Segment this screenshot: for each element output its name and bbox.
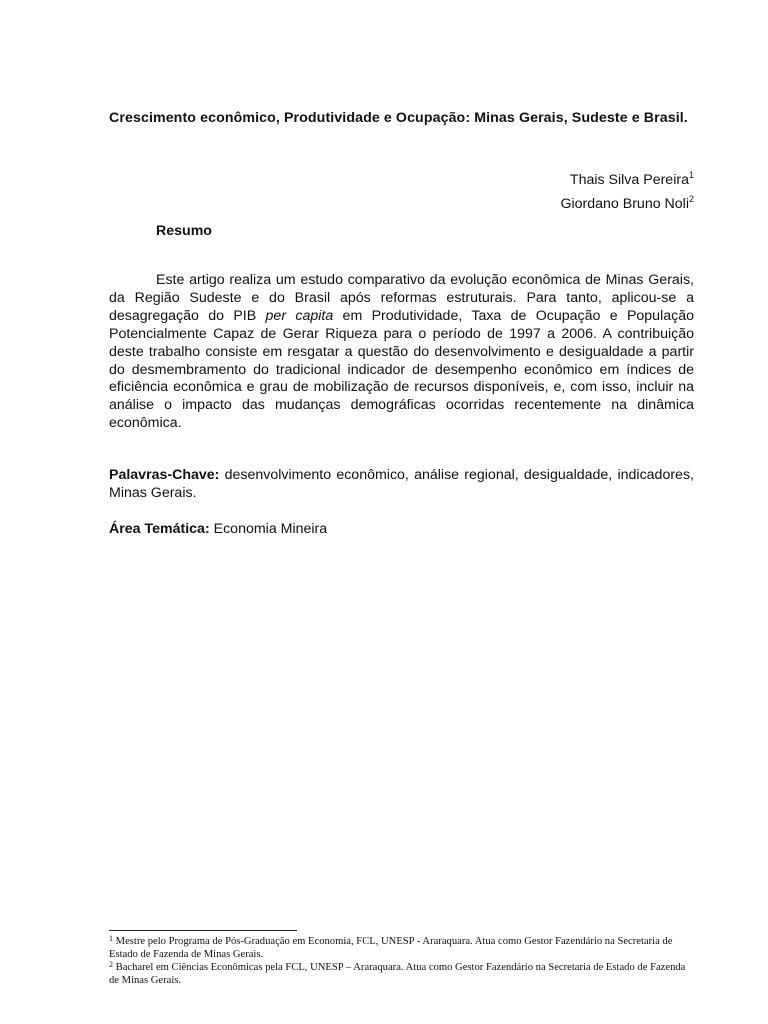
footnote-text: Bacharel em Ciências Econômicas pela FCL, UNESP – Araraquara. Atua como Gestor Fazendário na Secretaria de Estado de Fazenda de Minas Gerais.: [109, 962, 686, 986]
abstract-text-part2: em Produtividade, Taxa de Ocupação e População Potencialmente Capaz de Gerar Riqueza para o período de 1997 a 2006. A contribuição deste trabalho consiste em resgatar a questão do desenvolvimento e desigualdade a partir do desmembramento do tradicional indicador de desempenho econômico em índices de eficiência econômica e grau de mobilização de recursos disponíveis, e, com isso, incluir na análise o impacto das mudanças demográficas ocorridas recentemente na dinâmica econômica.: [109, 307, 694, 432]
keywords-label: Palavras-Chave:: [109, 467, 220, 483]
keywords-text: desenvolvimento econômico, análise regional, desigualdade, indicadores, Minas Gerais.: [109, 467, 694, 501]
abstract-text-part1: Este artigo realiza um estudo comparativo da evolução econômica de Minas Gerais, da Região Sudeste e do Brasil após reformas estruturais. Para tanto, aplicou-se a desagregação do PIB: [109, 272, 694, 324]
thematic-area-text: Economia Mineira: [213, 521, 328, 537]
footnote-text: Mestre pelo Programa de Pós-Graduação em Economia, FCL, UNESP - Araraquara. Atua como Gestor Fazendário na Secretaria de Estado de Fazenda de Minas Gerais.: [109, 936, 673, 960]
author-2: [109, 195, 694, 213]
author-1: [109, 171, 694, 189]
paper-title: Crescimento econômico, Produtividade e Ocupação: Minas Gerais, Sudeste e Brasil.: [109, 110, 688, 126]
thematic-area: [109, 520, 694, 538]
footnote-1: [109, 935, 694, 961]
keywords: [109, 466, 694, 502]
abstract-heading: Resumo: [156, 223, 212, 239]
footnotes: [109, 935, 694, 987]
footnote-divider: [109, 930, 297, 931]
thematic-area-label: Área Temática:: [109, 521, 210, 537]
author-name: Giordano Bruno Noli: [560, 196, 689, 212]
author-footnote-mark: 2: [688, 194, 694, 204]
footnote-mark: 2: [109, 960, 113, 969]
footnote-2: [109, 961, 694, 987]
footnote-mark: 1: [109, 934, 113, 943]
abstract-body: [109, 272, 694, 433]
author-name: Thais Silva Pereira: [569, 172, 689, 188]
author-footnote-mark: 1: [688, 170, 694, 180]
abstract-italic-term: per capita: [265, 307, 334, 324]
